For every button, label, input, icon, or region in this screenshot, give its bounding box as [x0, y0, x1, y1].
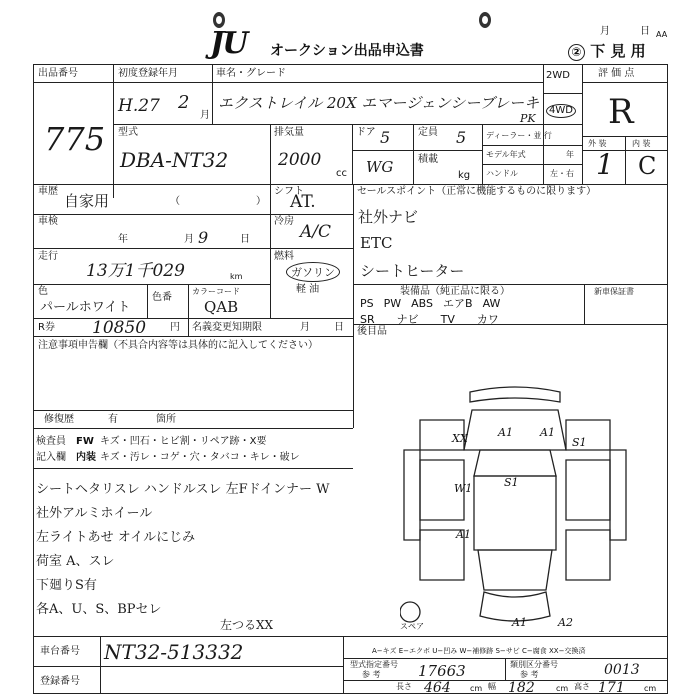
doors-label: ドア [356, 127, 376, 138]
r-ken-value: 10850 [92, 318, 147, 338]
capacity-value: 5 [456, 128, 467, 147]
fuel-label: 燃料 [274, 251, 294, 262]
inside-items: キズ・汚レ・コゲ・穴・タバコ・キレ・破レ [100, 452, 300, 463]
model-year-suffix: 年 [566, 150, 574, 159]
displacement-value: 2000 [278, 150, 322, 170]
interior-label: 内 装 [632, 139, 651, 148]
r-ken-yen-label: 円 [170, 322, 180, 333]
repair-yes-label: 有 [108, 414, 118, 425]
rating-ext: 1 [596, 148, 614, 181]
equip-abs: ABS [411, 297, 434, 310]
binder-hole [479, 12, 491, 28]
reg-month-value: 2 [178, 92, 190, 113]
history-paren-open: （ [170, 196, 180, 207]
inspector-label: 検査員 [36, 436, 66, 447]
handle-label: ハンドル [486, 169, 518, 178]
ju-logo: JU [210, 26, 247, 61]
note-line-5: 下廻りS有 [36, 578, 97, 593]
note-line-2: 社外アルミホイール [36, 506, 153, 521]
sales-point-label: セールスポイント（正常に機能するものに限ります） [357, 186, 597, 197]
inspection-month-label: 月 [184, 234, 194, 245]
spare-label: スペア [400, 622, 424, 631]
cooling-label: 冷房 [274, 216, 294, 227]
cc-label: cc [336, 168, 347, 179]
diagram-mark-a1-rear: A1 [456, 528, 471, 541]
note-line-6: 各A、U、S、BPセレ [36, 602, 162, 617]
width-label: 幅 [488, 682, 496, 691]
diagram-mark-a1-front-left: A1 [498, 426, 513, 439]
header-day-label: 日 [640, 26, 650, 37]
mileage-label: 走行 [38, 251, 58, 262]
drive-2wd-label: 2WD [546, 70, 570, 81]
shift-label: シフト [274, 186, 304, 197]
type-no-value: 17663 [418, 662, 466, 680]
length-label: 長さ [396, 682, 412, 691]
rating-score: R [608, 92, 634, 132]
handle-lr-label: 左・右 [550, 169, 574, 178]
tax-month-label: 名義変更知期限 [192, 322, 262, 333]
drive-4wd-label: 4WD [546, 104, 576, 118]
vehicle-diagram [400, 380, 630, 640]
type-designation-label: 型式指定番号 [350, 660, 398, 669]
exterior-label: 外 装 [588, 139, 607, 148]
color-value: パールホワイト [40, 300, 131, 315]
equip-aw: AW [482, 297, 501, 310]
inspection-day-label: 日 [240, 234, 250, 245]
tax-month-day: 日 [334, 322, 344, 333]
light-oil-label: 軽 油 [296, 284, 320, 295]
equip-navi: ナビ [396, 313, 419, 326]
length-cm: cm [470, 684, 483, 693]
tax-month-month: 月 [300, 322, 310, 333]
kg-label: kg [458, 170, 471, 181]
equip-airbag: エアB [443, 297, 473, 310]
height-label: 高さ [574, 682, 590, 691]
sales-point-3: シートヒーター [360, 262, 465, 280]
header-aa-label: AA [656, 30, 668, 39]
sales-point-1: 社外ナビ [358, 208, 419, 226]
note-line-3: 左ライトあせ オイルにじみ [36, 530, 196, 545]
width-value: 182 [508, 680, 535, 696]
cooling-value: A/C [300, 222, 332, 242]
chassis-no-label: 車台番号 [40, 646, 80, 657]
inspection-month-value: 9 [198, 228, 209, 247]
equip-sr: SR [360, 313, 375, 326]
mileage-value: 13万1千029 [86, 261, 185, 281]
model-label: 型式 [118, 127, 138, 138]
note-line-1: シートヘタリスレ ハンドルスレ 左Fドインナー W [36, 482, 330, 497]
displacement-label: 排気量 [274, 127, 304, 138]
first-reg-label: 初度登録年月 [118, 68, 178, 79]
equip-ps: PS [360, 297, 374, 310]
lot-no-label: 出品番号 [38, 68, 78, 79]
r-ken-label: R券 [38, 322, 55, 333]
form-title: オークション出品申込書 [270, 43, 424, 59]
car-name-label: 車名・グレード [216, 68, 286, 79]
diagram-mark-a1-front-right: A1 [540, 426, 555, 439]
entry-col-label: 記入欄 [36, 452, 66, 463]
fw-label: FW [76, 436, 94, 447]
diagram-mark-s1-front: S1 [572, 436, 587, 449]
header-month-label: 月 [600, 26, 610, 37]
rating-int: C [638, 152, 657, 180]
type-designation-ref: 参 考 [362, 670, 381, 679]
inspection-year-label: 年 [118, 234, 128, 245]
diagram-mark-a1-tail: A1 [512, 616, 527, 629]
diagram-mark-s1-roof: S1 [504, 476, 519, 489]
copy-label-text: 下 見 用 [590, 42, 646, 60]
note-line-4: 荷室 A、スレ [36, 554, 115, 569]
length-value: 464 [424, 680, 451, 696]
inspection-label: 車検 [38, 216, 58, 227]
fuel-value: ガソリン [286, 262, 340, 282]
copy-number: ② [568, 44, 585, 61]
chassis-note: 左つるXX [220, 618, 274, 632]
history-label: 車歴 [38, 186, 58, 197]
color-label: 色 [38, 286, 48, 297]
color-code-label: 色番 [152, 292, 172, 303]
rating-label: 評 価 点 [598, 68, 635, 79]
equip-tv: TV [440, 313, 455, 326]
weight-value: WG [366, 158, 394, 176]
category-no-ref: 参 考 [520, 670, 539, 679]
category-no-label: 類別区分番号 [510, 660, 558, 669]
shift-value: AT. [290, 192, 316, 212]
weight-label: 積載 [418, 154, 438, 165]
height-value: 171 [598, 680, 625, 696]
category-value: 0013 [604, 662, 640, 678]
reg-no-label: 登録番号 [40, 676, 80, 687]
capacity-label: 定員 [418, 127, 438, 138]
copy-label [568, 40, 646, 61]
doors-value: 5 [380, 128, 391, 147]
new-warranty-label: 新車保証書 [594, 287, 634, 296]
damage-legend: A−キズ E−エクボ U−凹み W−補修跡 S−サビ C−腐食 XX−交換済 [372, 647, 586, 655]
reg-era-value: H.27 [118, 96, 160, 116]
height-cm: cm [644, 684, 657, 693]
km-label: km [230, 272, 243, 281]
diagram-mark-xx: XX [452, 432, 468, 445]
equip-pw: PW [383, 297, 402, 310]
equip-leather: カワ [476, 313, 499, 326]
color-code2-label: カラーコード [192, 287, 240, 296]
chassis-no-value: NT32-513332 [104, 640, 244, 664]
model-year-label: モデル年式 [486, 150, 526, 159]
notes-label: 注意事項申告欄（不具合内容等は具体的に記入してください） [38, 340, 318, 351]
history-value: 自家用 [64, 192, 110, 210]
diagram-mark-w1: W1 [454, 482, 473, 495]
sales-point-2: ETC [360, 234, 393, 252]
repair-label: 修復歴 [44, 414, 74, 425]
car-name-value: エクストレイル 20X エマージェンシーブレーキ [218, 94, 540, 112]
rear-seat-label: 後目品 [357, 326, 387, 337]
diagram-mark-a2: A2 [558, 616, 573, 629]
model-value: DBA-NT32 [120, 148, 229, 172]
history-paren-close: ） [256, 196, 266, 207]
dealer-label: ディーラー・並 行 [486, 131, 552, 140]
inside-label: 内装 [76, 452, 96, 463]
reg-month-label: 月 [200, 110, 210, 121]
car-name-suffix: PK [520, 112, 536, 125]
lot-no-value: 775 [44, 120, 106, 158]
fw-items: キズ・凹石・ヒビ割・リペア跡・X要 [100, 436, 267, 447]
width-cm: cm [556, 684, 569, 693]
repair-location-label: 箇所 [156, 414, 176, 425]
color-code-value: QAB [204, 298, 239, 316]
equipment-label: 装備品（純正品に限る） [400, 286, 510, 297]
